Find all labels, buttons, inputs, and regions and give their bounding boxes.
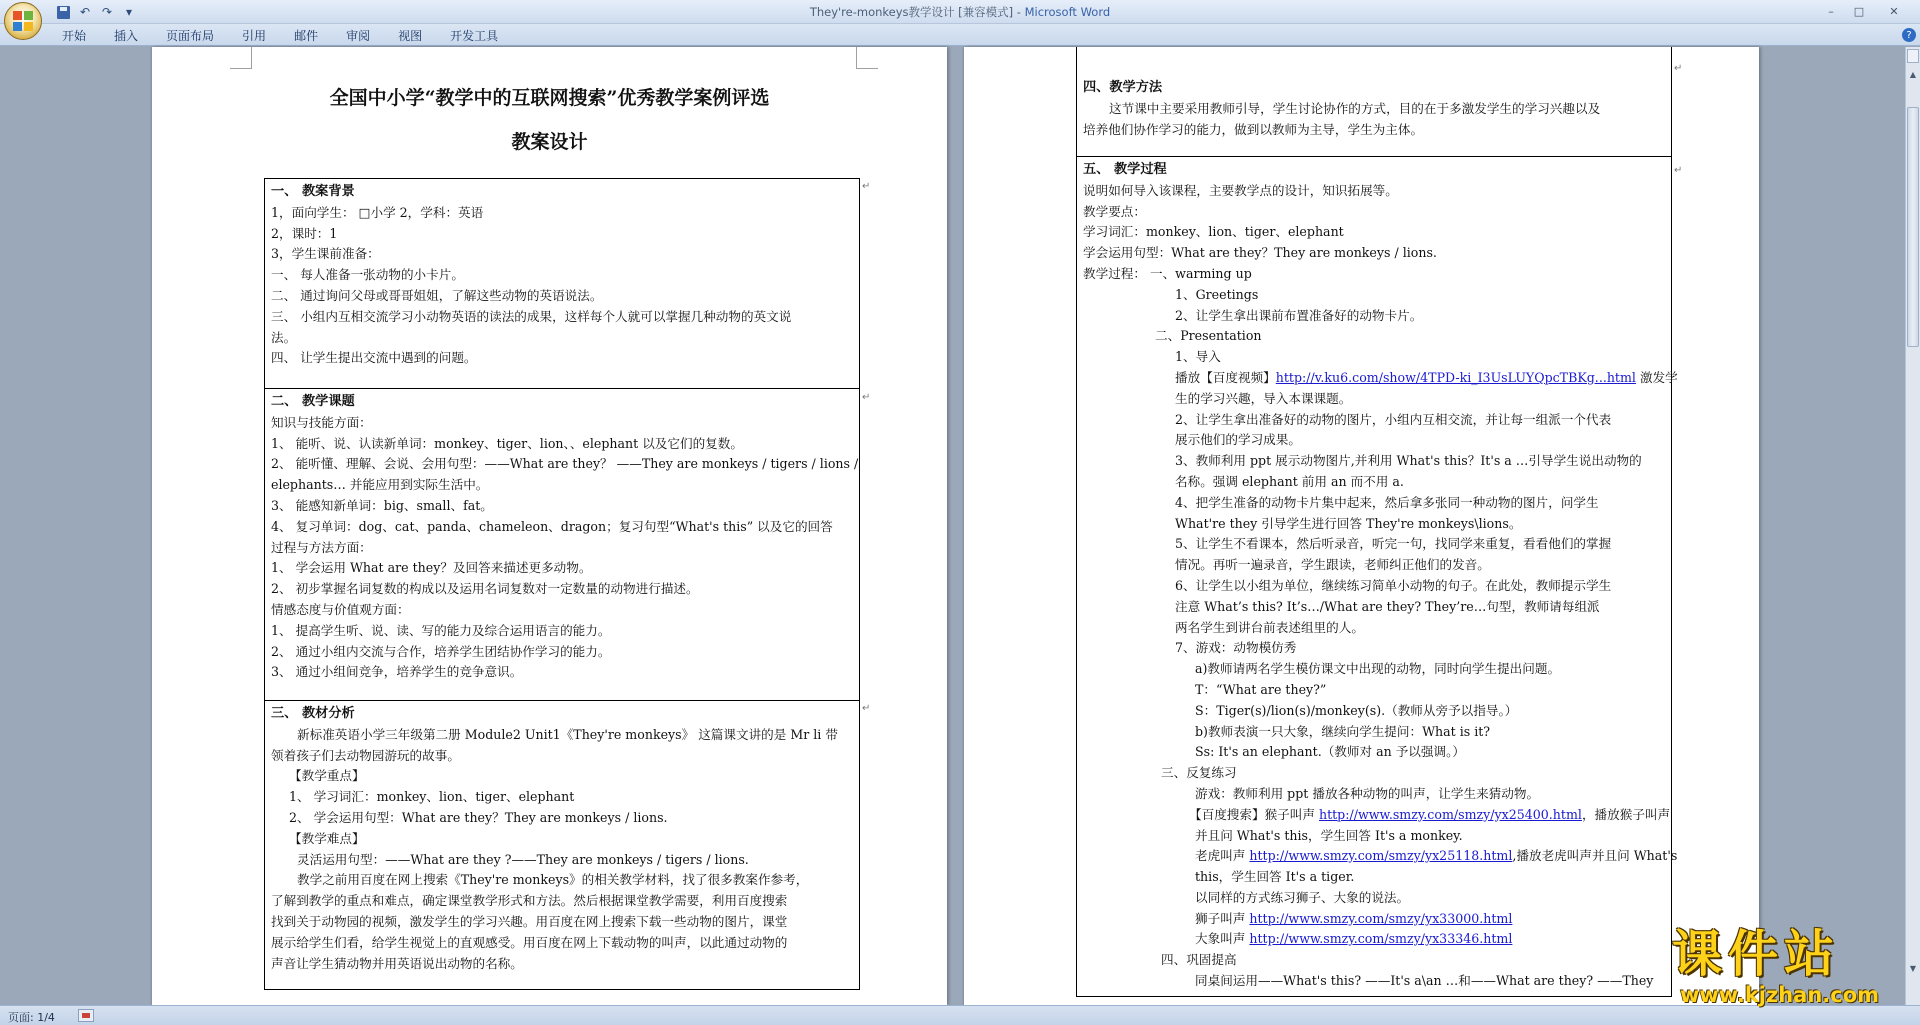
text-line: 情况。再听一遍录音，学生跟读，老师纠正他们的发音。 xyxy=(1175,557,1490,573)
crop-mark xyxy=(230,47,252,69)
tab-page-layout[interactable]: 页面布局 xyxy=(166,29,215,43)
text-line: 1、 学习词汇：monkey、lion、tiger、elephant xyxy=(289,789,575,805)
scroll-up-arrow-icon[interactable]: ▲ xyxy=(1909,69,1917,79)
text-line: 这节课中主要采用教师引导，学生讨论协作的方式，目的在于多激发学生的学习兴趣以及 xyxy=(1109,100,1601,116)
text-line: 展示他们的学习成果。 xyxy=(1175,432,1301,448)
text-line: 声音让学生猜动物并用英语说出动物的名称。 xyxy=(271,955,523,971)
text-span: 激发学 xyxy=(1635,369,1678,385)
app-name: Microsoft Word xyxy=(1024,5,1111,19)
text-line: 6、让学生以小组为单位，继续练习简单小动物的句子。在此处，教师提示学生 xyxy=(1175,577,1612,593)
text-line: 教学之前用百度在网上搜索《They're monkeys》的相关教学材料，找了很多教案作参考， xyxy=(297,872,809,888)
minimize-button[interactable]: – xyxy=(1828,4,1834,18)
text-line xyxy=(1083,909,1665,930)
text-line: 1，面向学生： □小学 2，学科：英语 xyxy=(271,204,484,220)
text-line: b)教师表演一只大象，继续向学生提问：What is it? xyxy=(1195,723,1491,739)
text-line: 注意 What’s this? It’s…/What are they? They’re…句型，教师请每组派 xyxy=(1175,598,1600,614)
text-line: this，学生回答 It's a tiger. xyxy=(1195,869,1355,885)
lion-sound-link[interactable]: http://www.smzy.com/smzy/yx33000.html xyxy=(1249,910,1513,926)
text-line: 2、 通过小组内交流与合作，培养学生团结协作学习的能力。 xyxy=(271,643,611,659)
watermark-url: www.kjzhan.com xyxy=(1680,983,1880,1007)
redo-icon: ↷ xyxy=(101,5,113,19)
text-line: 二、 通过询问父母或哥哥姐姐，了解这些动物的英语说法。 xyxy=(271,287,603,303)
vertical-scrollbar[interactable] xyxy=(1905,47,1920,1005)
section-material-analysis xyxy=(265,701,859,989)
text-line: S：Tiger(s)/lion(s)/monkey(s).（教师从旁予以指导。） xyxy=(1195,702,1518,718)
maximize-button[interactable]: □ xyxy=(1853,4,1865,18)
document-page-1[interactable] xyxy=(152,47,947,1005)
text-line: 【教学重点】 xyxy=(289,768,365,784)
text-line: 二、Presentation xyxy=(1155,328,1262,344)
text-line: 学会运用句型：What are they？They are monkeys / lions. xyxy=(1083,245,1437,261)
text-line: 四、巩固提高 xyxy=(1161,952,1237,968)
document-title-line-2: 教案设计 xyxy=(511,131,588,153)
text-line: 生的学习兴趣，导入本课课题。 xyxy=(1175,390,1352,406)
tab-developer[interactable]: 开发工具 xyxy=(450,29,499,43)
office-button[interactable] xyxy=(4,2,42,40)
tab-home[interactable]: 开始 xyxy=(62,29,87,43)
text-line: 四、 让学生提出交流中遇到的问题。 xyxy=(271,350,477,366)
window-title xyxy=(0,4,1920,20)
text-span: ，播放猴子叫声 xyxy=(1581,806,1671,822)
text-line: 1、 提高学生听、说、读、写的能力及综合运用语言的能力。 xyxy=(271,622,611,638)
close-button[interactable]: ✕ xyxy=(1889,4,1899,18)
section-heading: 五、 教学过程 xyxy=(1083,162,1167,177)
end-of-row-mark: ↵ xyxy=(862,181,871,192)
tab-mailings[interactable]: 邮件 xyxy=(294,29,319,43)
monkey-sound-link[interactable]: http://www.smzy.com/smzy/yx25400.html xyxy=(1318,806,1582,822)
text-line: 1、导入 xyxy=(1175,349,1221,365)
end-of-row-mark: ↵ xyxy=(862,703,871,714)
section-background xyxy=(265,179,859,389)
text-line: 培养他们协作学习的能力，做到以教师为主导，学生为主体。 xyxy=(1083,121,1424,137)
text-line: 2、让学生拿出课前布置准备好的动物卡片。 xyxy=(1175,307,1423,323)
text-line: 教学要点： xyxy=(1083,203,1146,219)
text-line xyxy=(1083,805,1671,826)
tiger-sound-link[interactable]: http://www.smzy.com/smzy/yx25118.html xyxy=(1249,848,1513,864)
text-line: T：“What are they?” xyxy=(1195,681,1327,697)
text-line: 领着孩子们去动物园游玩的故事。 xyxy=(271,747,460,763)
text-line: 【教学难点】 xyxy=(289,830,365,846)
text-line: 4、把学生准备的动物卡片集中起来，然后拿多张同一种动物的图片，问学生 xyxy=(1175,494,1599,510)
text-line: elephants… 并能应用到实际生活中。 xyxy=(271,477,489,493)
section-teaching-process xyxy=(1077,157,1678,997)
text-line: 了解到教学的重点和难点，确定课堂教学形式和方法。然后根据课堂教学需要，利用百度搜索 xyxy=(271,893,788,909)
page-count-status[interactable]: 页面: 1/4 xyxy=(8,1011,55,1024)
text-line: a)教师请两名学生模仿课文中出现的动物，同时向学生提出问题。 xyxy=(1195,661,1561,677)
tab-review[interactable]: 审阅 xyxy=(346,29,371,43)
document-title: They're-monkeys教学设计 [兼容模式] - xyxy=(809,5,1025,19)
text-line xyxy=(1083,368,1678,389)
text-span: 【百度搜索】猴子叫声 xyxy=(1189,806,1319,822)
text-line: 法。 xyxy=(271,329,297,345)
tab-insert[interactable]: 插入 xyxy=(114,29,139,43)
text-line: 新标准英语小学三年级第二册 Module2 Unit1《They're monkeys》 这篇课文讲的是 Mr li 带 xyxy=(297,726,838,742)
text-span: 播放【百度视频】 xyxy=(1175,369,1276,385)
title-bar xyxy=(0,0,1920,24)
text-line: 知识与技能方面： xyxy=(271,414,372,430)
document-page-2[interactable] xyxy=(964,47,1759,1005)
proofing-status-icon[interactable] xyxy=(78,1009,94,1022)
elephant-sound-link[interactable]: http://www.smzy.com/smzy/yx33346.html xyxy=(1249,931,1513,947)
text-line: 三、反复练习 xyxy=(1161,765,1237,781)
text-line: 以同样的方式练习狮子、大象的说法。 xyxy=(1195,889,1410,905)
section-teaching-method xyxy=(1077,47,1671,157)
help-button[interactable] xyxy=(1902,28,1916,42)
text-line: 5、让学生不看课本，然后听录音，听完一句，找同学来重复，看看他们的掌握 xyxy=(1175,536,1612,552)
end-of-row-mark: ↵ xyxy=(1674,63,1683,74)
section-heading: 二、 教学课题 xyxy=(271,394,355,409)
text-line: 2，课时：1 xyxy=(271,225,338,241)
watermark-brand: 课件站 xyxy=(1672,925,1840,983)
text-line: 4、 复习单词：dog、cat、panda、chameleon、dragon；复习句型“What's this” 以及它的回答 xyxy=(271,518,833,534)
text-line: 并且问 What's this，学生回答 It's a monkey. xyxy=(1195,827,1463,843)
text-line: 教学过程： 一、warming up xyxy=(1083,265,1252,281)
text-line: 说明如何导入该课程，主要教学点的设计，知识拓展等。 xyxy=(1083,182,1398,198)
scroll-down-arrow-icon[interactable]: ▼ xyxy=(1909,963,1917,973)
text-line: 3、 通过小组间竞争，培养学生的竞争意识。 xyxy=(271,664,523,680)
text-line: 7、游戏：动物模仿秀 xyxy=(1175,640,1297,656)
scroll-thumb[interactable] xyxy=(1907,107,1919,347)
text-line: 2、 初步掌握名词复数的构成以及运用名词复数对一定数量的动物进行描述。 xyxy=(271,581,699,597)
text-line: 3，学生课前准备： xyxy=(271,246,380,262)
text-line: 2、让学生拿出准备好的动物的图片，小组内互相交流，并让每一组派一个代表 xyxy=(1175,411,1612,427)
section-heading: 四、教学方法 xyxy=(1083,80,1163,95)
text-line: 灵活运用句型：——What are they ?——They are monkeys / tigers / lions. xyxy=(297,851,749,867)
ribbon-tab-bar xyxy=(0,24,1920,46)
text-line: 过程与方法方面： xyxy=(271,539,372,555)
section-heading: 一、 教案背景 xyxy=(271,184,355,199)
tab-references[interactable]: 引用 xyxy=(242,29,267,43)
section-heading: 三、 教材分析 xyxy=(271,706,355,721)
tab-view[interactable]: 视图 xyxy=(398,29,423,43)
baidu-video-link[interactable]: http://v.ku6.com/show/4TPD-ki_I3UsLUYQpcTBKg...html xyxy=(1275,369,1636,385)
document-workspace[interactable] xyxy=(0,47,1905,1005)
end-of-row-mark: ↵ xyxy=(1674,165,1683,176)
text-line: 情感态度与价值观方面： xyxy=(271,601,410,617)
text-span: ,播放老虎叫声并且问 What's xyxy=(1512,848,1678,864)
lesson-table-right xyxy=(1076,47,1678,997)
text-line: 三、 小组内互相交流学习小动物英语的读法的成果，这样每个人就可以掌握几种动物的英文说 xyxy=(271,308,792,324)
document-title-line-1: 全国中小学“教学中的互联网搜索”优秀教学案例评选 xyxy=(329,87,770,109)
site-watermark xyxy=(1672,925,1912,1013)
text-line: What're they 引导学生进行回答 They're monkeys\lions。 xyxy=(1175,515,1522,531)
text-line: 游戏：教师利用 ppt 播放各种动物的叫声，让学生来猜动物。 xyxy=(1195,785,1540,801)
text-line: 3、教师利用 ppt 展示动物图片,并利用 What's this？It's a …引导学生说出动物的 xyxy=(1175,453,1642,469)
section-topic xyxy=(265,389,859,701)
text-span: 大象叫声 xyxy=(1195,931,1250,947)
text-line: 名称。强调 elephant 前用 an 而不用 a. xyxy=(1175,473,1404,489)
text-line xyxy=(1083,846,1678,867)
text-line: 两名学生到讲台前表述组里的人。 xyxy=(1175,619,1364,635)
text-line: 学习词汇：monkey、lion、tiger、elephant xyxy=(1083,224,1344,240)
text-line: 1、Greetings xyxy=(1175,286,1259,302)
text-line: 1、 学会运用 What are they？及回答来描述更多动物。 xyxy=(271,560,592,576)
window-controls xyxy=(1818,2,1914,20)
text-line: 找到关于动物园的视频，激发学生的学习兴趣。用百度在网上搜索下载一些动物的图片，课堂 xyxy=(271,913,788,929)
text-line: 一、 每人准备一张动物的小卡片。 xyxy=(271,267,464,283)
text-line xyxy=(1083,929,1665,950)
text-span: 老虎叫声 xyxy=(1195,848,1250,864)
lesson-table-left xyxy=(264,178,860,990)
help-icon: ? xyxy=(1906,29,1912,41)
undo-icon: ↶ xyxy=(79,5,91,19)
text-line: 2、 能听懂、理解、会说、会用句型：——What are they？ ——They are monkeys / tigers / lions / xyxy=(271,456,859,472)
view-ruler-button[interactable] xyxy=(1907,49,1919,63)
text-line: 1、 能听、说、认读新单词：monkey、tiger、lion、、elephant 以及它们的复数。 xyxy=(271,435,743,451)
text-line: 展示给学生们看，给学生视觉上的直观感受。用百度在网上下载动物的叫声，以此通过动物的 xyxy=(271,934,788,950)
text-line: Ss: It's an elephant.（教师对 an 予以强调。） xyxy=(1195,744,1465,760)
text-line: 3、 能感知新单词：big、small、fat。 xyxy=(271,497,493,513)
chevron-down-icon: ▾ xyxy=(125,5,133,19)
end-of-row-mark: ↵ xyxy=(862,392,871,403)
text-line: 2、 学会运用句型：What are they？They are monkeys / lions. xyxy=(289,809,668,825)
text-span: 狮子叫声 xyxy=(1195,910,1250,926)
office-logo-icon xyxy=(13,11,33,31)
crop-mark xyxy=(856,47,878,69)
text-line: 同桌间运用——What's this? ——It's a\an …和——What are they? ——They xyxy=(1195,973,1654,989)
status-bar xyxy=(0,1005,1920,1025)
